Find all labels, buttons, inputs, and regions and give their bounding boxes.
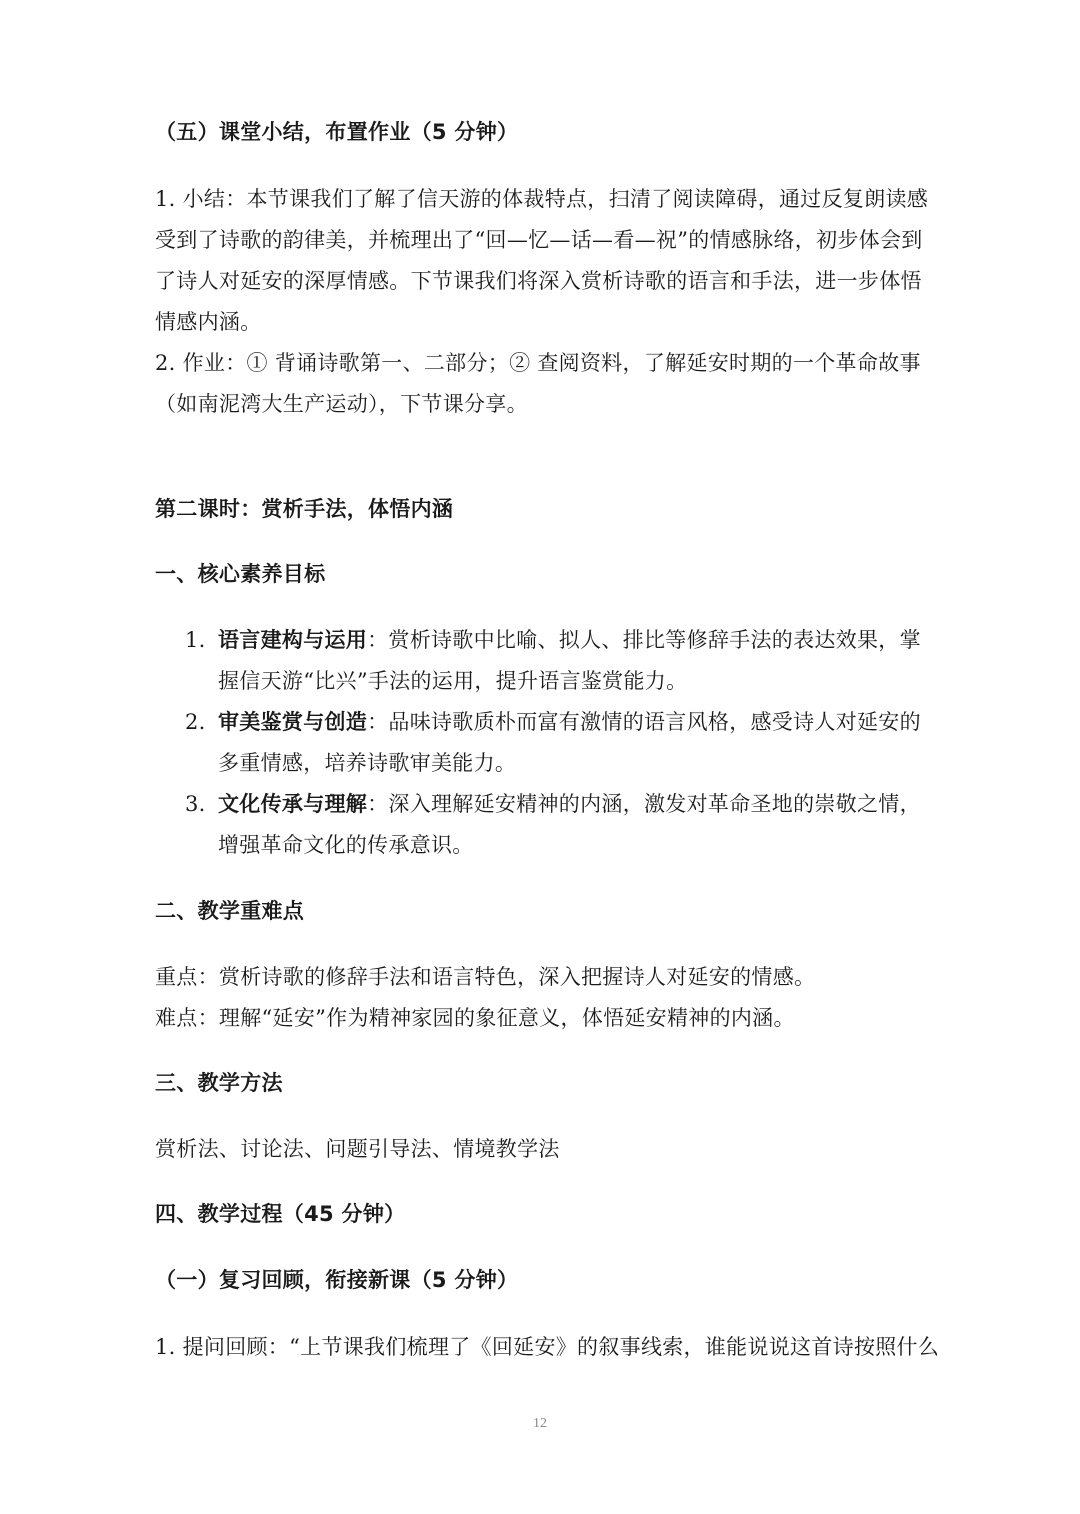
goal-text: ：深入理解延安精神的内涵，激发对革命圣地的崇敬之情，	[367, 792, 921, 816]
goal-keyword: 语言建构与运用	[218, 628, 368, 652]
section-heading-summary: （五）课堂小结，布置作业（5 分钟）	[155, 120, 519, 144]
homework-line-2: （如南泥湾大生产运动），下节课分享。	[155, 392, 528, 416]
goal-keyword: 文化传承与理解	[218, 792, 368, 816]
goal-text: ：品味诗歌质朴而富有激情的语言风格，感受诗人对延安的	[367, 710, 921, 734]
page-number: 12	[533, 1416, 547, 1431]
homework-line-1: 2. 作业：① 背诵诗歌第一、二部分；② 查阅资料，了解延安时期的一个革命故事	[155, 351, 921, 375]
step-heading-review: （一）复习回顾，衔接新课（5 分钟）	[155, 1268, 519, 1292]
goal-number: 1.	[185, 628, 206, 652]
key-point-text: 重点：赏析诗歌的修辞手法和语言特色，深入把握诗人对延安的情感。	[155, 965, 816, 989]
goal-item-1	[155, 625, 921, 655]
goal-item-3-cont: 增强革命文化的传承意识。	[218, 833, 474, 857]
summary-line-2: 受到了诗歌的韵律美，并梳理出了“回—忆—话—看—祝”的情感脉络，初步体会到	[155, 228, 923, 252]
goal-text: ：赏析诗歌中比喻、拟人、排比等修辞手法的表达效果，掌	[367, 628, 921, 652]
goal-number: 3.	[185, 792, 206, 816]
summary-line-3: 了诗人对延安的深厚情感。下节课我们将深入赏析诗歌的语言和手法，进一步体悟	[155, 269, 922, 293]
goal-item-2	[155, 707, 921, 737]
methods-text: 赏析法、讨论法、问题引导法、情境教学法	[155, 1137, 560, 1161]
goal-item-1-cont: 握信天游“比兴”手法的运用，提升语言鉴赏能力。	[218, 669, 688, 693]
review-question-text: 1. 提问回顾：“上节课我们梳理了《回延安》的叙事线索，谁能说说这首诗按照什么	[155, 1335, 940, 1359]
goal-keyword: 审美鉴赏与创造	[218, 710, 368, 734]
heading-methods: 三、教学方法	[155, 1071, 283, 1095]
goal-item-2-cont: 多重情感，培养诗歌审美能力。	[218, 751, 517, 775]
heading-goals: 一、核心素养目标	[155, 562, 326, 586]
heading-key-difficulty: 二、教学重难点	[155, 899, 305, 923]
difficulty-text: 难点：理解“延安”作为精神家园的象征意义，体悟延安精神的内涵。	[155, 1006, 795, 1030]
heading-process: 四、教学过程（45 分钟）	[155, 1202, 406, 1226]
goal-number: 2.	[185, 710, 206, 734]
summary-line-1: 1. 小结：本节课我们了解了信天游的体裁特点，扫清了阅读障碍，通过反复朗读感	[155, 187, 929, 211]
goal-item-3	[155, 789, 921, 819]
summary-line-4: 情感内涵。	[155, 310, 262, 334]
lesson-title: 第二课时：赏析手法，体悟内涵	[155, 497, 454, 521]
